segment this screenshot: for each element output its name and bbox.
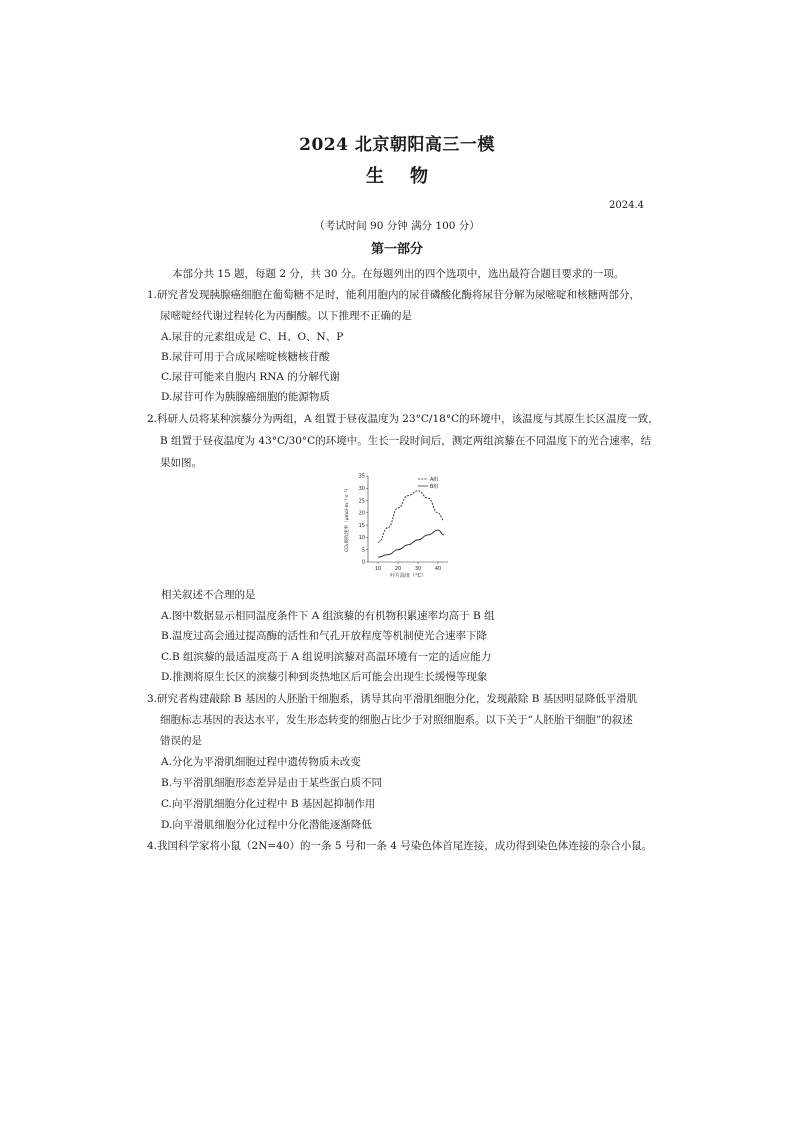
question-2-lead: 相关叙述不合理的是 [161, 589, 256, 601]
question-1-option-a: A.尿苷的元素组成是 C、H、O、N、P [161, 331, 344, 343]
question-3-option-c: C.向平滑肌细胞分化过程中 B 基因起抑制作用 [161, 798, 376, 810]
question-3-option-d: D.向平滑肌细胞分化过程中分化潜能逐渐降低 [161, 819, 372, 831]
question-3-stem-line-2: 细胞标志基因的表达水平，发生形态转变的细胞占比少于对照细胞系。以下关于“人胚胎干细胞”的叙述 [160, 714, 633, 726]
question-2-option-a: A.图中数据显示相同温度条件下 A 组滨藜的有机物积累速率均高于 B 组 [161, 610, 495, 622]
question-2-stem-line-3: 果如图。 [160, 457, 202, 469]
x-tick-label: 10 [374, 566, 382, 572]
series-line-b [378, 530, 444, 557]
question-1-option-d: D.尿苷可作为胰腺癌细胞的能源物质 [161, 391, 330, 403]
question-1-option-b: B.尿苷可用于合成尿嘧啶核糖核苷酸 [161, 351, 330, 363]
legend-label: B组 [430, 483, 439, 490]
question-1-stem-line-1: 1.研究者发现胰腺癌细胞在葡萄糖不足时，能利用胞内的尿苷磷酸化酶将尿苷分解为尿嘧啶和核糖两部分， [147, 289, 641, 301]
question-2-option-d: D.推测将原生长区的滨藜引种到炎热地区后可能会出现生长缓慢等现象 [161, 671, 488, 683]
subject-title: 生物 [366, 166, 454, 187]
question-1-option-c: C.尿苷可能来自胞内 RNA 的分解代谢 [161, 371, 340, 383]
question-3-stem-line-3: 错误的是 [160, 735, 202, 747]
y-tick-label: 10 [358, 535, 365, 542]
exam-info: （考试时间 90 分钟 满分 100 分） [314, 220, 480, 232]
x-axis-label: 叶片温度（°C） [390, 573, 426, 579]
question-3-option-b: B.与平滑肌细胞形态差异是由于某些蛋白质不同 [161, 777, 383, 789]
chart-svg [338, 470, 460, 582]
question-3-stem-line-1: 3.研究者构建敲除 B 基因的人胚胎干细胞系，诱导其向平滑肌细胞分化，发现敲除 B 基因明显降低平滑肌 [147, 693, 638, 705]
question-1-stem-line-2: 尿嘧啶经代谢过程转化为丙酮酸。以下推理不正确的是 [160, 310, 412, 322]
series-line-a [378, 491, 444, 543]
question-2-option-c: C.B 组滨藜的最适温度高于 A 组说明滨藜对高温环境有一定的适应能力 [161, 651, 492, 663]
x-tick-label: 40 [434, 566, 442, 572]
x-tick-label: 30 [414, 566, 422, 572]
legend-label: A组 [430, 476, 439, 483]
y-tick-label: 25 [358, 498, 365, 505]
y-axis-label: CO₂吸收速率（μmol·m⁻²·s⁻¹） [345, 485, 350, 553]
exam-title: 2024 北京朝阳高三一模 [299, 135, 495, 155]
y-tick-label: 35 [358, 473, 365, 480]
y-tick-label: 5 [361, 547, 365, 554]
y-tick-label: 15 [358, 522, 365, 529]
question-2-stem-line-1: 2.科研人员将某种滨藜分为两组，A 组置于昼夜温度为 23°C/18°C的环境中，该温度与其原生长区温度一致， [147, 413, 659, 425]
y-tick-label: 30 [358, 485, 365, 492]
photosynthesis-chart [338, 470, 460, 582]
section-instructions: 本部分共 15 题，每题 2 分，共 30 分。在每题列出的四个选项中，选出最符合题目要求的一项。 [172, 268, 625, 280]
question-2-option-b: B.温度过高会通过提高酶的活性和气孔开放程度等机制使光合速率下降 [161, 630, 488, 642]
section-heading: 第一部分 [370, 242, 423, 257]
exam-date: 2024.4 [609, 200, 644, 211]
y-tick-label: 0 [361, 559, 365, 566]
question-4-stem-line-1: 4.我国科学家将小鼠（2N=40）的一条 5 号和一条 4 号染色体首尾连接，成功得到染色体连接的杂合小鼠。 [147, 840, 653, 852]
question-3-option-a: A.分化为平滑肌细胞过程中遗传物质未改变 [161, 756, 361, 768]
y-tick-label: 20 [358, 510, 365, 517]
x-tick-label: 20 [394, 566, 402, 572]
question-2-stem-line-2: B 组置于昼夜温度为 43°C/30°C的环境中。生长一段时间后，测定两组滨藜在不同温度下的光合速率，结 [160, 435, 652, 447]
